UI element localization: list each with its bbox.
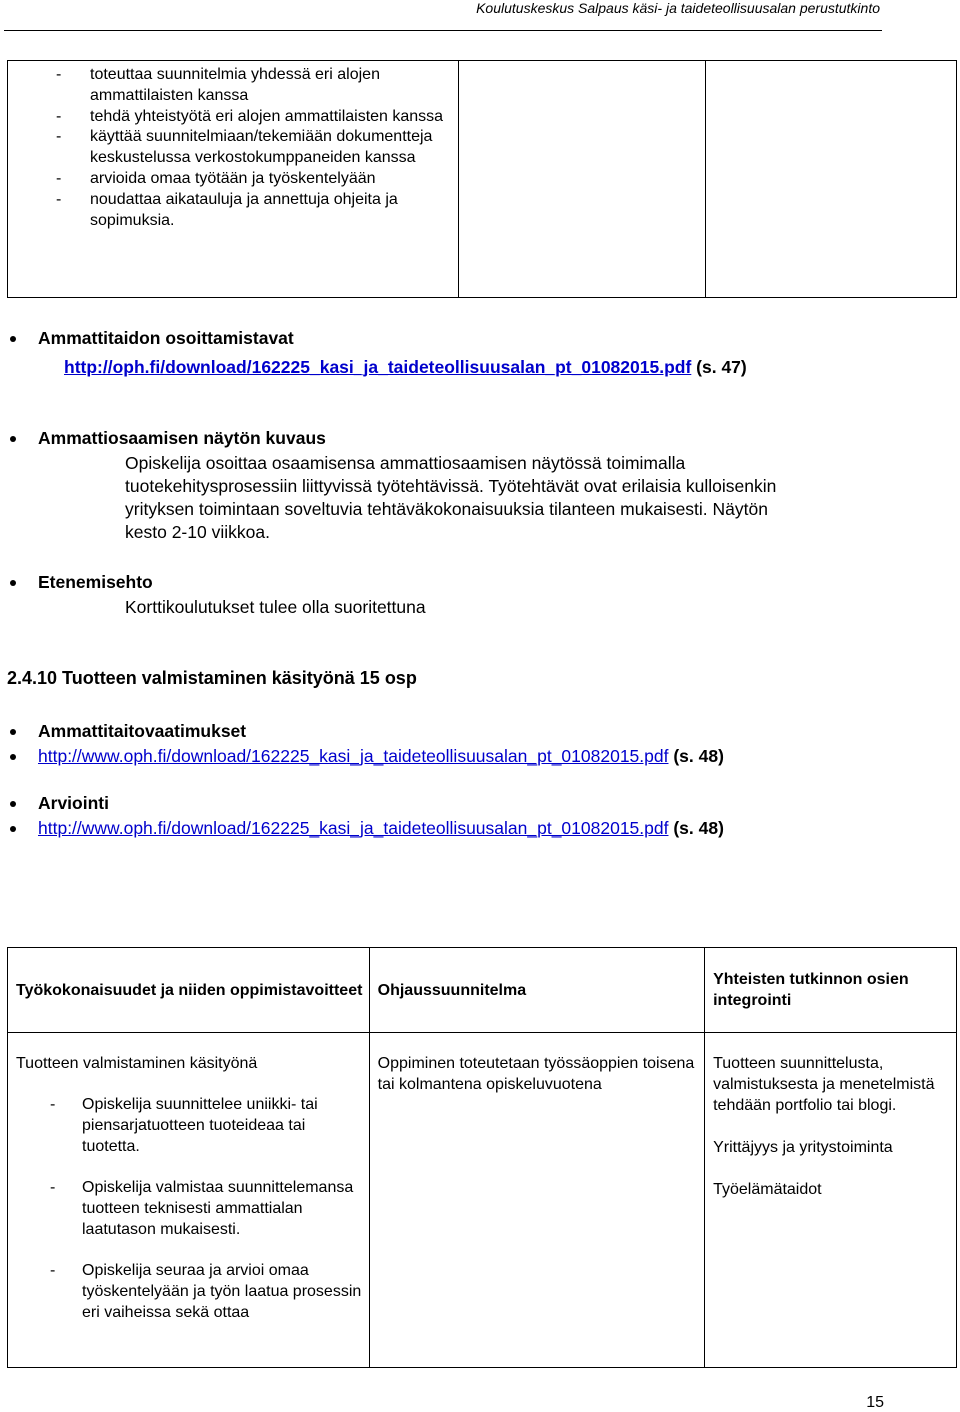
section-title: Ammattiosaamisen näytön kuvaus — [38, 428, 326, 448]
dash-marker: - — [50, 1096, 56, 1113]
top-table-cell-2 — [459, 61, 706, 298]
integration-text: Tuotteen suunnittelusta, valmistuksesta ja menetelmistä tehdään portfolio tai blogi. — [713, 1055, 935, 1114]
page-header — [0, 0, 960, 30]
header-rule — [4, 30, 882, 31]
bullet-icon — [10, 580, 16, 586]
section-title: Etenemisehto — [38, 572, 153, 592]
integration-text: Työelämätaidot — [713, 1181, 822, 1198]
bullet-row — [0, 427, 960, 450]
bullet-row — [0, 571, 960, 594]
guidance-plan-cell: Oppiminen toteutetaan työssäoppien toisena tai kolmantena opiskeluvuotena — [369, 1033, 704, 1368]
chapter-heading: 2.4.10 Tuotteen valmistaminen käsityönä 15 osp — [7, 668, 417, 688]
bullet-icon — [10, 826, 16, 832]
bullet-row — [0, 327, 960, 350]
section-title: Ammattitaidon osoittamistavat — [38, 328, 294, 348]
objective-list — [16, 1094, 363, 1323]
header-title: Koulutuskeskus Salpaus käsi- ja taideteollisuusalan perustutkinto — [476, 0, 880, 16]
list-item: - Opiskelija seuraa ja arvioi omaa työskentelyään ja työn laatua prosessin eri vaiheissa sekä ottaa — [50, 1262, 362, 1321]
top-table-cell-1 — [8, 61, 459, 298]
table-row — [8, 1033, 957, 1368]
bullet-row — [0, 720, 960, 743]
list-item: - toteuttaa suunnitelmia yhdessä eri alojen ammattilaisten kanssa — [56, 66, 380, 104]
list-item: - Opiskelija valmistaa suunnittelemansa tuotteen teknisesti ammattialan laatutason mukaisesti. — [50, 1179, 354, 1238]
top-table — [7, 60, 957, 298]
header-cell: Yhteisten tutkinnon osien integrointi — [705, 948, 957, 1033]
table-header-row — [8, 948, 957, 1033]
work-units-cell — [8, 1033, 370, 1368]
work-unit-title: Tuotteen valmistaminen käsityönä — [16, 1055, 258, 1072]
header-cell: Työkokonaisuudet ja niiden oppimistavoitteet — [8, 948, 370, 1033]
list-item: - arvioida omaa työtään ja työskentelyään — [8, 169, 458, 190]
pdf-link[interactable]: http://oph.fi/download/162225_kasi_ja_taideteollisuusalan_pt_01082015.pdf — [64, 357, 692, 377]
bullet-icon — [10, 754, 16, 760]
dash-marker: - — [56, 107, 62, 125]
list-item: - noudattaa aikatauluja ja annettuja ohjeita ja sopimuksia. — [56, 190, 398, 229]
page-number: 15 — [866, 1394, 884, 1411]
description-text: Opiskelija osoittaa osaamisensa ammattiosaamisen näytössä toimimalla tuotekehitysprosessiin liittyvissä työtehtävissä. Työtehtävät ovat erilaisia kulloisenkin yrityksen toimintaan soveltuvia tehtäväkokonaisuuksia tilanteen mukaisesti. Näytön kesto 2-10 viikkoa. — [125, 453, 777, 542]
section-assessment — [0, 792, 960, 840]
bullet-row — [0, 792, 960, 815]
page-ref: (s. 47) — [691, 357, 747, 377]
integration-cell — [705, 1033, 957, 1368]
integration-text: Yrittäjyys ja yritystoiminta — [713, 1139, 893, 1156]
top-table-cell-3 — [706, 61, 957, 298]
dash-marker: - — [50, 1179, 56, 1196]
pdf-link[interactable]: http://www.oph.fi/download/162225_kasi_ja_taideteollisuusalan_pt_01082015.pdf — [38, 746, 669, 766]
section-progression-condition — [0, 571, 960, 619]
bullet-icon — [10, 729, 16, 735]
bullet-row — [0, 817, 960, 840]
dash-marker: - — [56, 128, 62, 146]
page-ref: (s. 48) — [668, 818, 724, 838]
dash-marker: - — [50, 1262, 56, 1279]
section-title: Ammattitaitovaatimukset — [38, 721, 247, 741]
page-ref: (s. 48) — [668, 746, 724, 766]
section-skill-requirements — [0, 720, 960, 768]
skill-list — [8, 61, 458, 231]
list-item: - Opiskelija suunnittelee uniikki- tai piensarjatuotteen tuoteideaa tai tuotetta. — [50, 1096, 318, 1155]
section-title: Arviointi — [38, 793, 109, 813]
list-item: - käyttää suunnitelmiaan/tekemiään dokumentteja keskustelussa verkostokumppaneiden kanssa — [56, 128, 433, 167]
dash-marker: - — [56, 169, 62, 187]
bullet-icon — [10, 436, 16, 442]
pdf-link[interactable]: http://www.oph.fi/download/162225_kasi_ja_taideteollisuusalan_pt_01082015.pdf — [38, 818, 669, 838]
list-item: - tehdä yhteistyötä eri alojen ammattilaisten kanssa — [8, 107, 458, 128]
section-demonstration-description — [0, 427, 960, 544]
bullet-row — [0, 745, 960, 768]
bullet-icon — [10, 801, 16, 807]
header-cell: Ohjaussuunnitelma — [369, 948, 704, 1033]
dash-marker: - — [56, 190, 62, 208]
bullet-icon — [10, 336, 16, 342]
link-row — [0, 356, 960, 379]
study-plan-table — [7, 947, 957, 1368]
dash-marker: - — [56, 66, 62, 83]
section-demonstration-methods — [0, 327, 960, 379]
condition-text: Korttikoulutukset tulee olla suoritettuna — [125, 597, 426, 617]
